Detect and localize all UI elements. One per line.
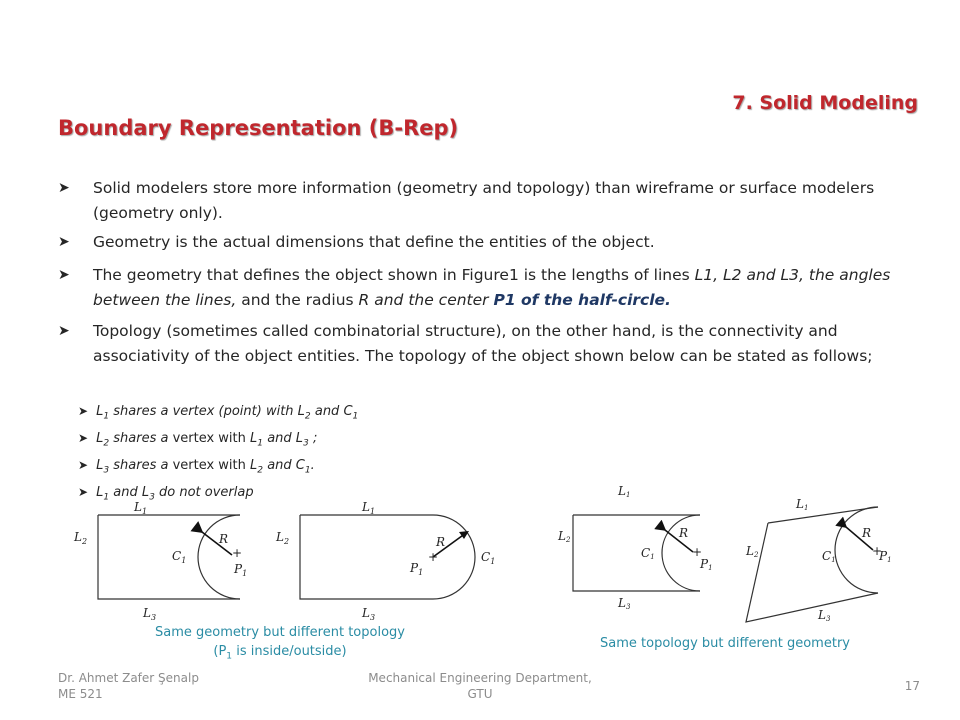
svg-text:L3: L3 <box>818 608 831 623</box>
svg-text:L2: L2 <box>558 529 571 544</box>
arrow-bullet-icon: ➤ <box>78 485 89 499</box>
bullet-3: ➤ The geometry that defines the object shown in Figure1 is the lengths of lines L1, L2 and L3, the angles between the lines, and the radius R and the center P1 of the half-circle. <box>58 263 920 313</box>
arrow-bullet-icon: ➤ <box>58 323 70 339</box>
svg-text:C1: C1 <box>641 546 655 561</box>
svg-text:L3: $L_3$ <box>143 606 157 622</box>
figure-c <box>557 484 713 611</box>
svg-text:L1: $L_1$ <box>362 500 376 516</box>
arrow-bullet-icon: ➤ <box>78 404 89 418</box>
svg-text:P1: $P_1$ <box>234 562 248 578</box>
bullet-4: ➤ Topology (sometimes called combinatorial structure), on the other hand, is the connectivity and associativity of the object entities. The topology of the object shown below can be stated as follows; <box>58 319 920 369</box>
svg-text:L1: L1 <box>796 497 809 512</box>
svg-text:+: + <box>692 545 703 559</box>
sub-bullet-3: ➤ $L_3$ shares a vertex with $L_2$ and $C_1$. <box>78 458 315 476</box>
figure-d <box>745 497 892 623</box>
svg-text:C1: $C_1$ <box>481 550 496 566</box>
sub-bullet-4: ➤ $L_1$ and $L_3$ do not overlap <box>78 485 254 503</box>
arrow-bullet-icon: ➤ <box>58 267 70 283</box>
svg-text:P1: P1 <box>879 549 892 564</box>
svg-text:L3: $L_3$ <box>362 606 376 622</box>
section-title: 7. Solid Modeling <box>732 92 918 114</box>
svg-text:P1: P1 <box>700 557 713 572</box>
arrow-bullet-icon: ➤ <box>58 180 70 196</box>
footer-author: Dr. Ahmet Zafer Şenalp ME 521 <box>58 671 199 701</box>
svg-text:C1: $C_1$ <box>172 549 187 565</box>
svg-text:R: R <box>862 526 872 540</box>
svg-text:+: + <box>872 544 883 558</box>
svg-text:R: R <box>436 535 446 549</box>
svg-text:L1: L1 <box>618 484 631 499</box>
svg-text:L3: L3 <box>618 596 631 611</box>
page-number: 17 <box>904 679 920 693</box>
caption-right: Same topology but different geometry <box>600 636 850 651</box>
sub-bullet-2: ➤ $L_2$ shares a vertex with $L_1$ and $L_3$ ; <box>78 431 318 449</box>
svg-text:L1: $L_1$ <box>134 500 148 516</box>
arrow-bullet-icon: ➤ <box>78 458 89 472</box>
footer-department: Mechanical Engineering Department, GTU <box>368 671 592 701</box>
sub-bullet-1: ➤ $L_1$ shares a vertex (point) with $L_2$ and $C_1$ <box>78 404 359 422</box>
svg-text:P1: $P_1$ <box>410 561 424 577</box>
svg-text:L2: $L_2$ <box>276 530 290 546</box>
slide-title: Boundary Representation (B-Rep) <box>58 116 459 140</box>
bullet-2: ➤ Geometry is the actual dimensions that define the entities of the object. <box>58 230 920 255</box>
figure-b <box>275 500 495 622</box>
svg-text:L2: $L_2$ <box>74 530 88 546</box>
svg-text:R: R <box>219 532 229 546</box>
svg-text:R: R <box>679 526 689 540</box>
arrow-bullet-icon: ➤ <box>58 234 70 250</box>
svg-text:+: + <box>428 550 439 564</box>
caption-left: Same geometry but different topology ($P_1$ is inside/outside) <box>155 625 405 662</box>
figure-a <box>73 500 247 622</box>
svg-text:+: + <box>232 546 243 560</box>
arrow-bullet-icon: ➤ <box>78 431 89 445</box>
svg-text:L2: L2 <box>746 544 759 559</box>
bullet-1: ➤ Solid modelers store more information (geometry and topology) than wireframe or surface modelers (geometry only). <box>58 176 920 226</box>
svg-text:C1: C1 <box>822 549 836 564</box>
